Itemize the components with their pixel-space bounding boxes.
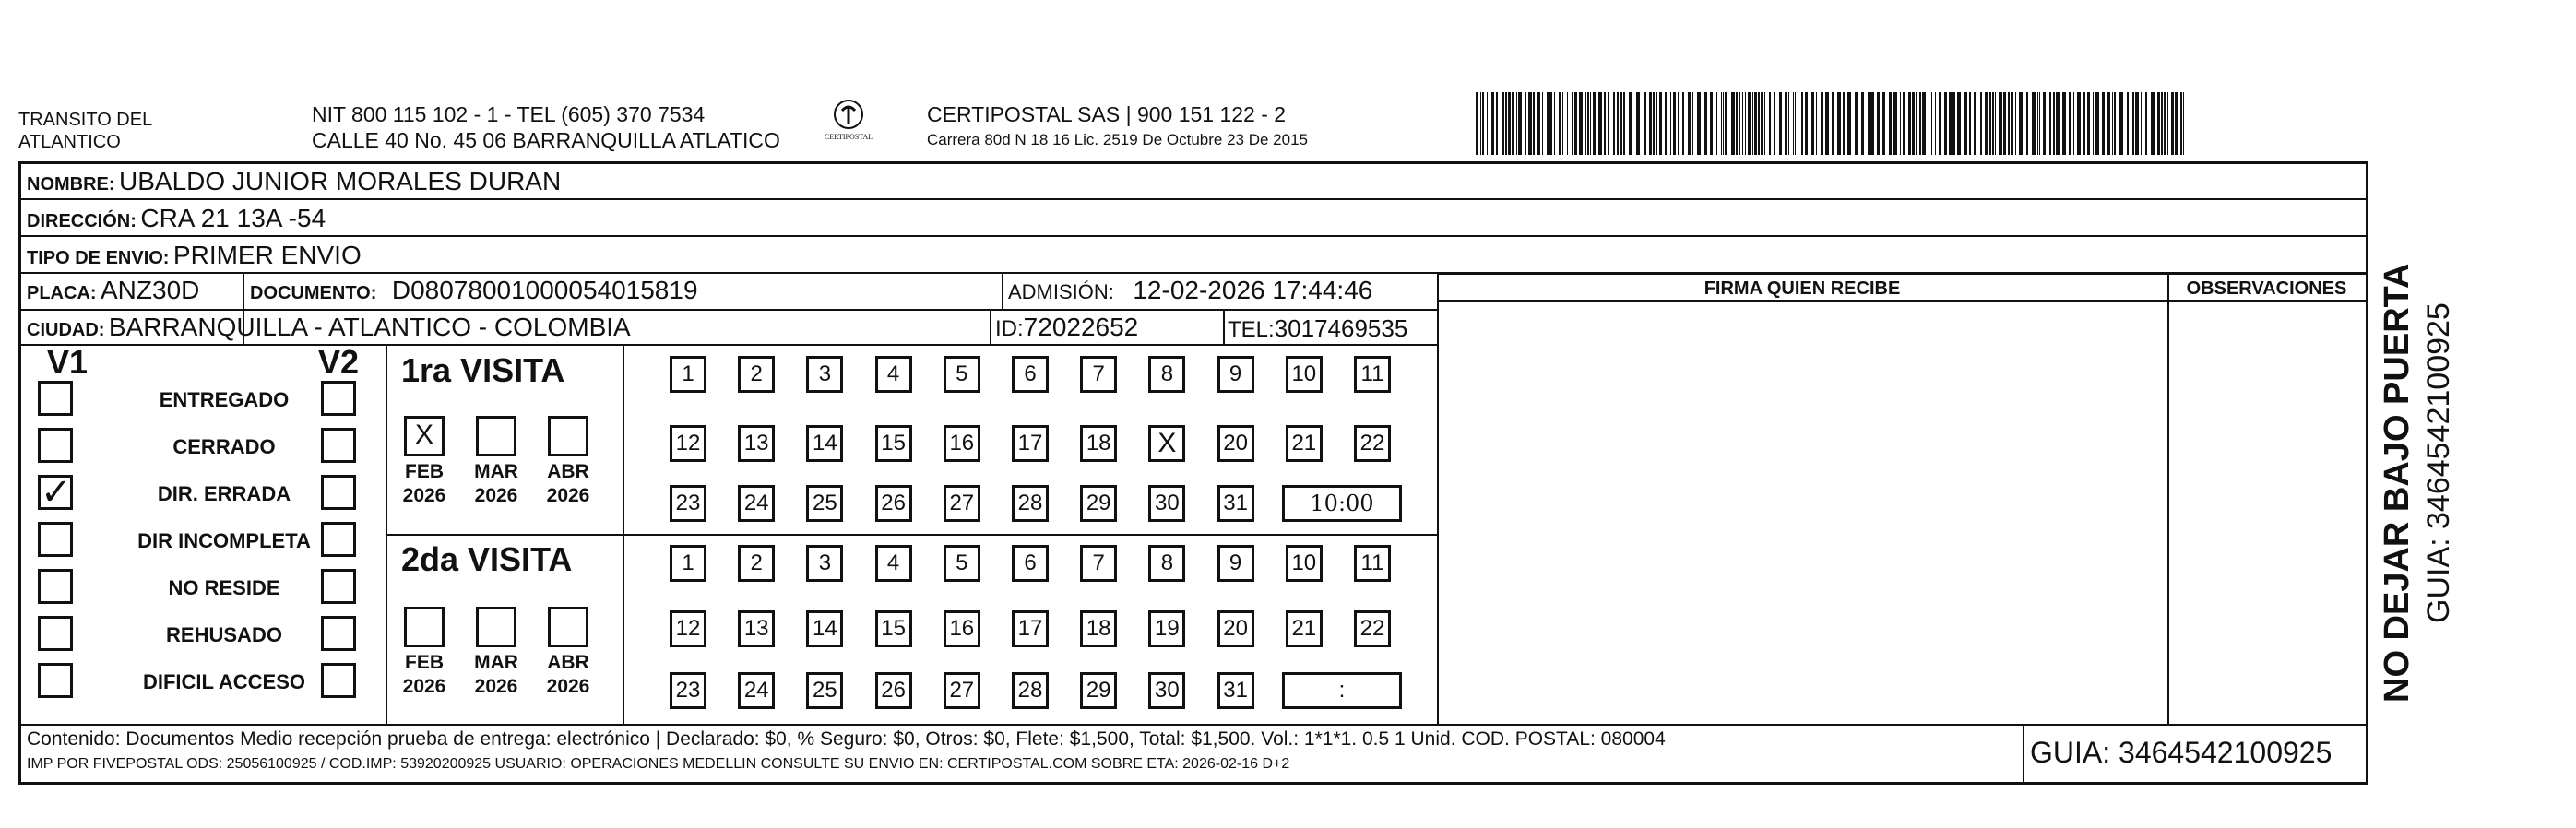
visit2-day-box[interactable]: 9 — [1217, 545, 1254, 582]
tipo-envio-value: PRIMER ENVIO — [172, 241, 362, 269]
visit2-day-box[interactable]: 3 — [806, 545, 843, 582]
status-label: NO RESIDE — [168, 576, 280, 599]
visit2-time-box[interactable]: : — [1282, 672, 1402, 709]
firma-header: FIRMA QUIEN RECIBE — [1703, 278, 1901, 299]
ciudad-label: CIUDAD: — [27, 320, 105, 340]
visit1-day-box[interactable]: 10 — [1286, 356, 1323, 393]
visit1-day-box[interactable]: 21 — [1286, 425, 1323, 462]
ciudad-value: BARRANQUILLA - ATLANTICO - COLOMBIA — [108, 313, 631, 341]
id-label: ID: — [995, 316, 1024, 341]
v1-checkbox[interactable] — [38, 569, 73, 604]
visit2-day-box[interactable]: 22 — [1354, 610, 1391, 647]
observaciones-header: OBSERVACIONES — [2186, 278, 2347, 299]
tel-value: 3017469535 — [1274, 314, 1408, 342]
visit2-day-box[interactable]: 29 — [1080, 672, 1117, 709]
placa-label: PLACA: — [27, 283, 97, 303]
direccion-row — [27, 204, 326, 233]
direccion-label: DIRECCIÓN: — [27, 211, 137, 231]
visit2-title: 2da VISITA — [401, 540, 573, 578]
no-dejar-warning: NO DEJAR BAJO PUERTA — [2378, 263, 2416, 703]
visit2-day-box[interactable]: 12 — [670, 610, 706, 647]
visit2-day-box[interactable]: 1 — [670, 545, 706, 582]
visit2-day-box[interactable]: 31 — [1217, 672, 1254, 709]
visit2-day-box[interactable]: 15 — [875, 610, 912, 647]
month-name: ABR — [547, 652, 589, 673]
month-name: MAR — [474, 461, 518, 482]
visit1-time-box[interactable]: 10:00 — [1282, 485, 1402, 522]
nit-line: NIT 800 115 102 - 1 - TEL (605) 370 7534 — [312, 102, 706, 126]
placa-value: ANZ30D — [101, 276, 200, 304]
month-label — [469, 651, 524, 699]
visit2-day-box[interactable]: 2 — [738, 545, 775, 582]
nombre-row — [27, 167, 561, 196]
visit1-day-box[interactable]: 12 — [670, 425, 706, 462]
visit1-day-box[interactable]: 30 — [1148, 485, 1185, 522]
visit1-day-box[interactable]: 6 — [1012, 356, 1049, 393]
tel-cell — [1228, 314, 1407, 343]
v2-label: V2 — [318, 343, 360, 381]
barcode — [1476, 92, 2195, 155]
visit1-day-box[interactable]: 24 — [738, 485, 775, 522]
status-label: DIR. ERRADA — [157, 482, 291, 505]
v1-label: V1 — [47, 343, 89, 381]
visit2-day-box[interactable]: 20 — [1217, 610, 1254, 647]
month-label — [540, 651, 596, 699]
visit1-day-box[interactable]: 16 — [944, 425, 980, 462]
v1-checkbox[interactable] — [38, 663, 73, 698]
month-year: 2026 — [546, 485, 590, 506]
visit1-day-box[interactable]: 14 — [806, 425, 843, 462]
logo-text: CERTIPOSTAL — [824, 133, 873, 141]
month-checkbox[interactable] — [404, 607, 445, 647]
visit1-title: 1ra VISITA — [401, 351, 565, 389]
visit2-day-box[interactable]: 13 — [738, 610, 775, 647]
org-contact — [312, 101, 780, 153]
side-guia: GUIA: 3464542100925 — [2421, 302, 2456, 623]
visit2-day-box[interactable]: 28 — [1012, 672, 1049, 709]
v1-checkbox[interactable] — [38, 522, 73, 557]
org-name-line1: TRANSITO DEL — [18, 110, 153, 130]
ciudad-cell — [27, 313, 631, 342]
visit1-day-box[interactable]: 29 — [1080, 485, 1117, 522]
v2-checkbox[interactable] — [321, 616, 356, 651]
month-checkbox[interactable] — [476, 607, 516, 647]
v1-checkbox[interactable]: ✓ — [38, 475, 73, 510]
month-checkbox[interactable] — [548, 607, 588, 647]
documento-cell — [250, 276, 698, 305]
visit1-day-box[interactable]: 25 — [806, 485, 843, 522]
visit2-day-box[interactable]: 23 — [670, 672, 706, 709]
v2-checkbox[interactable] — [321, 663, 356, 698]
v1-checkbox[interactable] — [38, 381, 73, 416]
org-name-line2: ATLANTICO — [18, 132, 121, 152]
status-label: CERRADO — [172, 435, 276, 458]
month-label — [469, 460, 524, 508]
visit1-day-box[interactable]: 23 — [670, 485, 706, 522]
address-line: CALLE 40 No. 45 06 BARRANQUILLA ATLATICO — [312, 128, 780, 152]
admision-label: ADMISIÓN: — [1008, 280, 1114, 303]
license-line: Carrera 80d N 18 16 Lic. 2519 De Octubre 23 De 2015 — [927, 131, 1308, 148]
month-year: 2026 — [546, 676, 590, 697]
documento-label: DOCUMENTO: — [250, 283, 377, 303]
visit1-day-box[interactable]: 15 — [875, 425, 912, 462]
visit2-day-box[interactable]: 5 — [944, 545, 980, 582]
visit1-day-box[interactable]: 11 — [1354, 356, 1391, 393]
v1-checkbox[interactable] — [38, 428, 73, 463]
visit2-day-box[interactable]: 16 — [944, 610, 980, 647]
visit1-day-box[interactable]: 27 — [944, 485, 980, 522]
status-label: DIFICIL ACCESO — [142, 670, 305, 693]
month-name: MAR — [474, 652, 518, 673]
visit2-day-box[interactable]: 17 — [1012, 610, 1049, 647]
footer-guia: GUIA: 3464542100925 — [2030, 736, 2333, 769]
direccion-value: CRA 21 13A -54 — [140, 204, 326, 232]
month-year: 2026 — [474, 676, 518, 697]
visit1-day-box[interactable]: 2 — [738, 356, 775, 393]
company-info — [927, 101, 1308, 149]
visit1-day-box[interactable]: 3 — [806, 356, 843, 393]
certipostal-logo — [812, 96, 885, 151]
month-checkbox[interactable]: X — [404, 416, 445, 456]
visit2-day-box[interactable]: 11 — [1354, 545, 1391, 582]
month-label — [540, 460, 596, 508]
visit1-day-box[interactable]: 26 — [875, 485, 912, 522]
status-label: DIR INCOMPLETA — [137, 529, 311, 552]
visit2-day-box[interactable]: 10 — [1286, 545, 1323, 582]
visit2-day-box[interactable]: 26 — [875, 672, 912, 709]
tipo-envio-row — [27, 241, 362, 270]
visit2-day-box[interactable]: 27 — [944, 672, 980, 709]
month-year: 2026 — [402, 676, 446, 697]
visit2-day-box[interactable]: 19 — [1148, 610, 1185, 647]
visit2-day-box[interactable]: 6 — [1012, 545, 1049, 582]
footer-imp: IMP POR FIVEPOSTAL ODS: 25056100925 / COD.IMP: 53920200925 USUARIO: OPERACIONES MEDELLIN CONSULTE SU ENVIO EN: CERTIPOSTAL.COM SOBRE ETA: 2026-02-16 D+2 — [27, 756, 1290, 772]
org-name — [18, 109, 152, 153]
footer-contenido: Contenido: Documentos Medio recepción prueba de entrega: electrónico | Declarado: $0, % Seguro: $0, Otros: $0, Flete: $1,500, Total: $1,500. Vol.: 1*1*1. 0.5 1 Unid. COD. POSTAL: 080004 — [27, 728, 1666, 750]
visit1-day-box[interactable]: 17 — [1012, 425, 1049, 462]
company-line: CERTIPOSTAL SAS | 900 151 122 - 2 — [927, 102, 1287, 126]
visit1-day-box[interactable]: X — [1148, 425, 1185, 462]
documento-value: D08078001000054015819 — [391, 276, 698, 304]
visit2-day-box[interactable]: 14 — [806, 610, 843, 647]
month-name: FEB — [405, 461, 444, 482]
v2-checkbox[interactable] — [321, 522, 356, 557]
id-value: 72022652 — [1023, 313, 1139, 341]
visit2-day-box[interactable]: 7 — [1080, 545, 1117, 582]
visit2-day-box[interactable]: 8 — [1148, 545, 1185, 582]
delivery-form — [18, 161, 2368, 785]
visit1-day-box[interactable]: 7 — [1080, 356, 1117, 393]
nombre-label: NOMBRE: — [27, 174, 115, 195]
v2-checkbox[interactable] — [321, 428, 356, 463]
month-label — [397, 651, 452, 699]
visit2-day-box[interactable]: 21 — [1286, 610, 1323, 647]
visit1-day-box[interactable]: 31 — [1217, 485, 1254, 522]
month-label — [397, 460, 452, 508]
admision-cell — [1008, 276, 1372, 305]
tipo-envio-label: TIPO DE ENVIO: — [27, 248, 170, 268]
visit1-day-box[interactable]: 9 — [1217, 356, 1254, 393]
v2-checkbox[interactable] — [321, 381, 356, 416]
month-year: 2026 — [474, 485, 518, 506]
status-label: REHUSADO — [166, 623, 282, 646]
admision-value: 12-02-2026 17:44:46 — [1133, 276, 1373, 304]
visit2-day-box[interactable]: 30 — [1148, 672, 1185, 709]
visit1-day-box[interactable]: 18 — [1080, 425, 1117, 462]
visit1-day-box[interactable]: 22 — [1354, 425, 1391, 462]
month-checkbox[interactable] — [476, 416, 516, 456]
status-label: ENTREGADO — [159, 388, 290, 411]
v1-checkbox[interactable] — [38, 616, 73, 651]
visit2-day-box[interactable]: 24 — [738, 672, 775, 709]
tel-label: TEL: — [1228, 317, 1275, 342]
id-cell — [995, 313, 1138, 342]
visit1-day-box[interactable]: 5 — [944, 356, 980, 393]
visit1-day-box[interactable]: 4 — [875, 356, 912, 393]
v2-checkbox[interactable] — [321, 569, 356, 604]
v2-checkbox[interactable] — [321, 475, 356, 510]
month-checkbox[interactable] — [548, 416, 588, 456]
visit1-day-box[interactable]: 13 — [738, 425, 775, 462]
nombre-value: UBALDO JUNIOR MORALES DURAN — [119, 167, 562, 195]
month-name: FEB — [405, 652, 444, 673]
visit1-day-box[interactable]: 1 — [670, 356, 706, 393]
month-name: ABR — [547, 461, 589, 482]
visit2-day-box[interactable]: 25 — [806, 672, 843, 709]
visit1-day-box[interactable]: 28 — [1012, 485, 1049, 522]
month-year: 2026 — [402, 485, 446, 506]
visit1-day-box[interactable]: 8 — [1148, 356, 1185, 393]
visit2-day-box[interactable]: 18 — [1080, 610, 1117, 647]
visit1-day-box[interactable]: 20 — [1217, 425, 1254, 462]
placa-cell — [27, 276, 199, 305]
visit2-day-box[interactable]: 4 — [875, 545, 912, 582]
